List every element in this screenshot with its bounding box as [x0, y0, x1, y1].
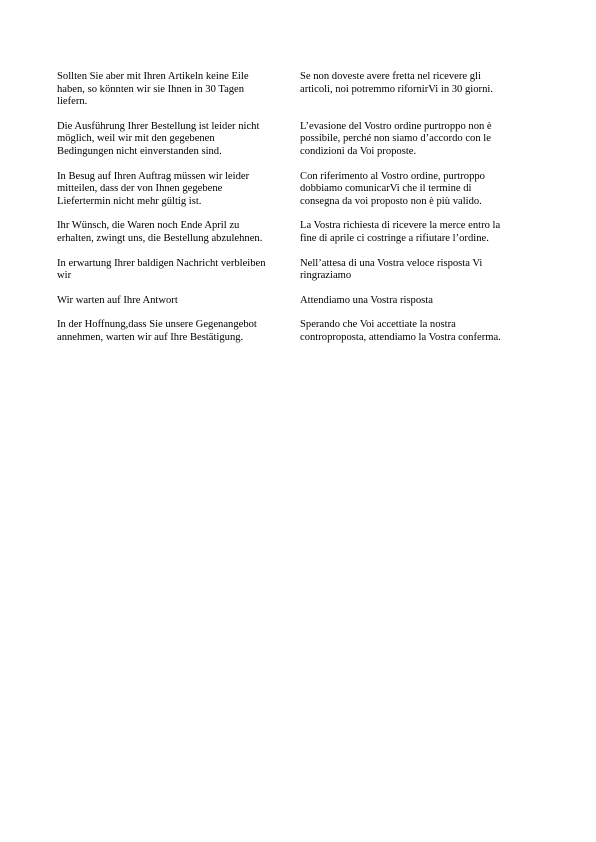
italian-phrase: Sperando che Voi accettiate la nostra controproposta, attendiamo la Vostra conferma. [300, 319, 501, 343]
german-phrase: Die Ausführung Ihrer Bestellung ist leider nicht möglich, weil wir mit den gegebenen Bedingungen nicht einverstanden sind. [57, 120, 260, 157]
phrase-row [57, 171, 537, 209]
phrase-row [57, 258, 537, 283]
german-phrase: Ihr Wünsch, die Waren noch Ende April zu erhalten, zwingt uns, die Bestellung abzulehnen. [57, 220, 263, 244]
italian-phrase: Con riferimento al Vostro ordine, purtroppo dobbiamo comunicarVi che il termine di consegna da voi proposto non è più valido. [300, 170, 485, 207]
phrase-row [57, 319, 537, 344]
german-phrase: In erwartung Ihrer baldigen Nachricht verbleiben wir [57, 257, 266, 282]
german-phrase: In der Hoffnung,dass Sie unsere Gegenangebot annehmen, warten wir auf Ihre Bestätigung. [57, 319, 257, 343]
german-phrase: Wir warten auf Ihre Antwort [57, 294, 178, 306]
german-phrase: Sollten Sie aber mit Ihren Artikeln keine Eile haben, so könnten wir sie Ihnen in 30 Tagen liefern. [57, 71, 249, 108]
phrase-row [57, 220, 537, 245]
italian-phrase: Se non doveste avere fretta nel ricevere gli articoli, noi potremmo rifornirVi in 30 giorni. [300, 71, 493, 95]
phrase-row [57, 121, 537, 159]
phrase-row [57, 295, 537, 308]
german-phrase: In Besug auf Ihren Auftrag müssen wir leider mitteilen, dass der von Ihnen gegebene Liefertermin nicht mehr gültig ist. [57, 170, 250, 207]
phrase-table [57, 71, 537, 357]
phrase-row [57, 71, 537, 109]
italian-phrase: Attendiamo una Vostra risposta [300, 294, 433, 306]
italian-phrase: L’evasione del Vostro ordine purtroppo non è possibile, perché non siamo d’accordo con le condizioni da Voi proposte. [300, 120, 492, 157]
italian-phrase: Nell’attesa di una Vostra veloce risposta Vi ringraziamo [300, 257, 483, 282]
italian-phrase: La Vostra richiesta di ricevere la merce entro la fine di aprile ci costringe a rifiutare l’ordine. [300, 220, 501, 244]
